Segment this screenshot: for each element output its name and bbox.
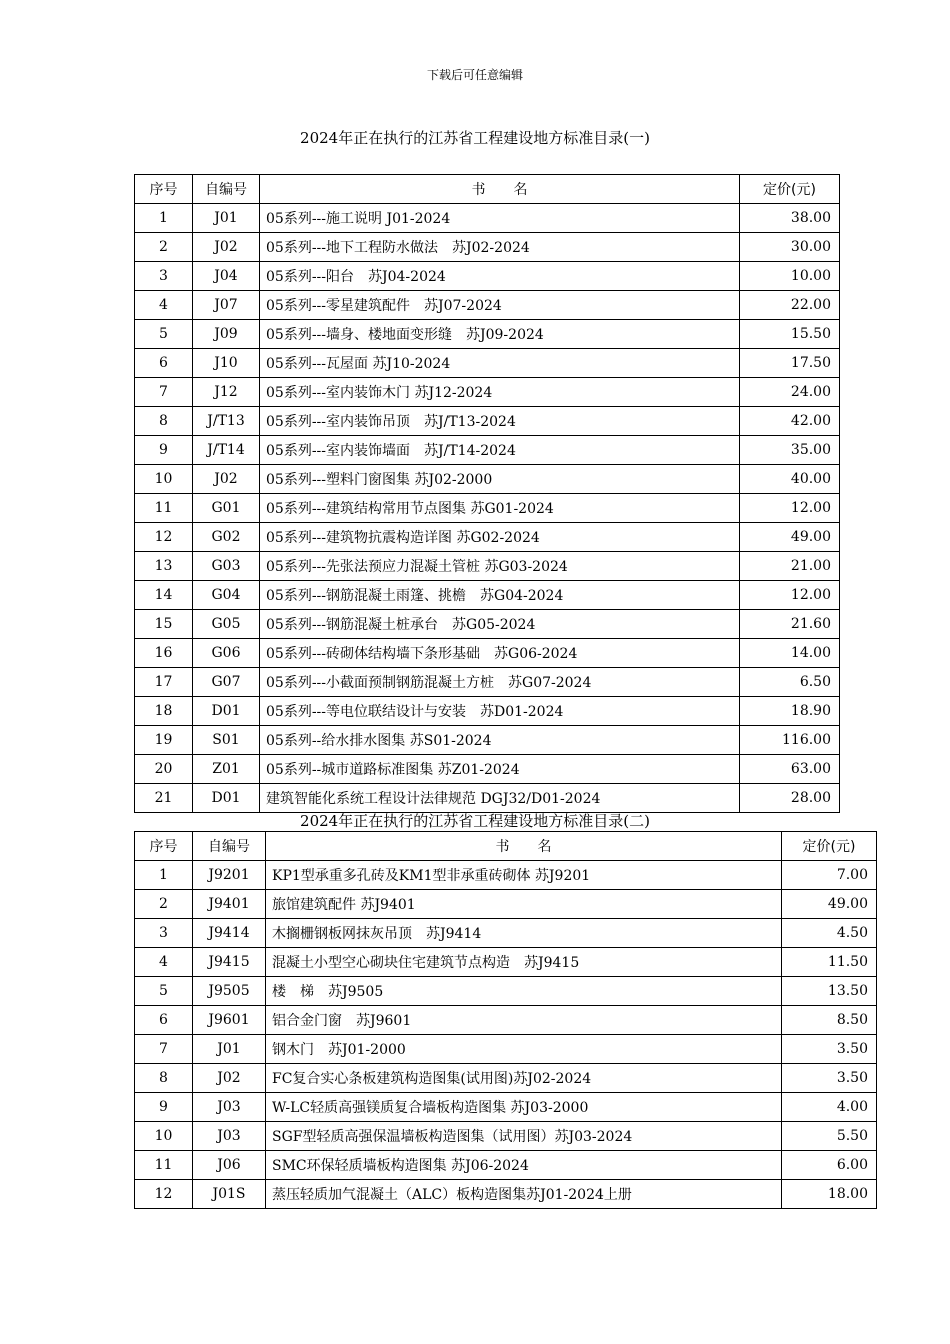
table-row xyxy=(135,581,840,610)
col-header-code: 自编号 xyxy=(193,175,260,204)
cell-title: 05系列--城市道路标准图集 苏Z01-2024 xyxy=(260,755,740,784)
cell-price: 13.50 xyxy=(782,977,877,1006)
cell-code: J01S xyxy=(193,1180,266,1209)
cell-index: 11 xyxy=(135,494,193,523)
table-row xyxy=(135,552,840,581)
cell-code: J03 xyxy=(193,1093,266,1122)
cell-title: SGF型轻质高强保温墙板构造图集（试用图）苏J03-2024 xyxy=(266,1122,782,1151)
cell-index: 12 xyxy=(135,523,193,552)
cell-index: 4 xyxy=(135,291,193,320)
cell-price: 3.50 xyxy=(782,1035,877,1064)
table-row xyxy=(135,1035,877,1064)
cell-index: 1 xyxy=(135,861,193,890)
table-row xyxy=(135,349,840,378)
cell-title: 05系列---钢筋混凝土桩承台 苏G05-2024 xyxy=(260,610,740,639)
cell-title: KP1型承重多孔砖及KM1型非承重砖砌体 苏J9201 xyxy=(266,861,782,890)
table-row xyxy=(135,233,840,262)
table-row xyxy=(135,291,840,320)
cell-index: 7 xyxy=(135,1035,193,1064)
cell-index: 18 xyxy=(135,697,193,726)
cell-code: J9201 xyxy=(193,861,266,890)
cell-index: 12 xyxy=(135,1180,193,1209)
cell-price: 24.00 xyxy=(740,378,840,407)
cell-index: 2 xyxy=(135,233,193,262)
cell-price: 35.00 xyxy=(740,436,840,465)
cell-index: 10 xyxy=(135,1122,193,1151)
cell-price: 5.50 xyxy=(782,1122,877,1151)
header-note: 下载后可任意编辑 xyxy=(426,68,523,82)
cell-index: 9 xyxy=(135,436,193,465)
cell-code: J9401 xyxy=(193,890,266,919)
table-row xyxy=(135,407,840,436)
cell-price: 4.50 xyxy=(782,919,877,948)
col-header-index: 序号 xyxy=(135,175,193,204)
cell-title: 钢木门 苏J01-2000 xyxy=(266,1035,782,1064)
cell-index: 9 xyxy=(135,1093,193,1122)
table-row xyxy=(135,919,877,948)
cell-price: 6.00 xyxy=(782,1151,877,1180)
cell-index: 6 xyxy=(135,349,193,378)
cell-code: J03 xyxy=(193,1122,266,1151)
table-header-row xyxy=(135,175,840,204)
cell-price: 4.00 xyxy=(782,1093,877,1122)
table-row xyxy=(135,1180,877,1209)
table-row xyxy=(135,523,840,552)
cell-title: 05系列---砖砌体结构墙下条形基础 苏G06-2024 xyxy=(260,639,740,668)
cell-code: J06 xyxy=(193,1151,266,1180)
table-row xyxy=(135,436,840,465)
cell-price: 8.50 xyxy=(782,1006,877,1035)
cell-index: 5 xyxy=(135,320,193,349)
cell-price: 38.00 xyxy=(740,204,840,233)
cell-code: J02 xyxy=(193,1064,266,1093)
section-1-title: 2024年正在执行的江苏省工程建设地方标准目录(一) xyxy=(300,129,650,147)
cell-index: 2 xyxy=(135,890,193,919)
cell-price: 18.00 xyxy=(782,1180,877,1209)
cell-code: D01 xyxy=(193,784,260,813)
cell-title: 05系列---室内装饰墙面 苏J/T14-2024 xyxy=(260,436,740,465)
cell-code: G05 xyxy=(193,610,260,639)
standards-table-1 xyxy=(134,174,840,813)
cell-code: J02 xyxy=(193,465,260,494)
table-row xyxy=(135,320,840,349)
cell-code: G07 xyxy=(193,668,260,697)
cell-price: 22.00 xyxy=(740,291,840,320)
cell-code: J9601 xyxy=(193,1006,266,1035)
col-header-price: 定价(元) xyxy=(740,175,840,204)
standards-table-2 xyxy=(134,831,877,1209)
cell-title: 05系列---阳台 苏J04-2024 xyxy=(260,262,740,291)
cell-title: 木搁栅钢板网抹灰吊顶 苏J9414 xyxy=(266,919,782,948)
table-row xyxy=(135,494,840,523)
table-row xyxy=(135,204,840,233)
table-row xyxy=(135,948,877,977)
cell-title: 05系列---建筑结构常用节点图集 苏G01-2024 xyxy=(260,494,740,523)
cell-title: 05系列---施工说明 J01-2024 xyxy=(260,204,740,233)
cell-index: 8 xyxy=(135,407,193,436)
cell-code: J02 xyxy=(193,233,260,262)
table-row xyxy=(135,610,840,639)
cell-price: 11.50 xyxy=(782,948,877,977)
cell-code: J9415 xyxy=(193,948,266,977)
cell-code: J9414 xyxy=(193,919,266,948)
cell-price: 15.50 xyxy=(740,320,840,349)
col-header-title: 书 名 xyxy=(260,175,740,204)
table-row xyxy=(135,1006,877,1035)
col-header-code: 自编号 xyxy=(193,832,266,861)
col-header-index: 序号 xyxy=(135,832,193,861)
table-row xyxy=(135,861,877,890)
cell-price: 6.50 xyxy=(740,668,840,697)
cell-index: 4 xyxy=(135,948,193,977)
cell-code: J01 xyxy=(193,204,260,233)
cell-index: 3 xyxy=(135,919,193,948)
table-row xyxy=(135,726,840,755)
cell-code: J09 xyxy=(193,320,260,349)
cell-price: 17.50 xyxy=(740,349,840,378)
cell-title: 05系列---等电位联结设计与安装 苏D01-2024 xyxy=(260,697,740,726)
cell-code: J/T14 xyxy=(193,436,260,465)
cell-price: 7.00 xyxy=(782,861,877,890)
cell-index: 11 xyxy=(135,1151,193,1180)
cell-index: 6 xyxy=(135,1006,193,1035)
cell-price: 49.00 xyxy=(782,890,877,919)
cell-index: 8 xyxy=(135,1064,193,1093)
cell-code: G04 xyxy=(193,581,260,610)
cell-code: D01 xyxy=(193,697,260,726)
table-row xyxy=(135,977,877,1006)
cell-title: SMC环保轻质墙板构造图集 苏J06-2024 xyxy=(266,1151,782,1180)
cell-index: 16 xyxy=(135,639,193,668)
table-body-2 xyxy=(135,861,877,1209)
cell-title: 05系列---瓦屋面 苏J10-2024 xyxy=(260,349,740,378)
table-row xyxy=(135,465,840,494)
cell-code: G06 xyxy=(193,639,260,668)
cell-title: 05系列---先张法预应力混凝土管桩 苏G03-2024 xyxy=(260,552,740,581)
cell-code: G02 xyxy=(193,523,260,552)
cell-title: 楼 梯 苏J9505 xyxy=(266,977,782,1006)
cell-code: J04 xyxy=(193,262,260,291)
cell-price: 3.50 xyxy=(782,1064,877,1093)
cell-price: 14.00 xyxy=(740,639,840,668)
table-row xyxy=(135,784,840,813)
cell-price: 21.00 xyxy=(740,552,840,581)
table-row xyxy=(135,1093,877,1122)
cell-price: 18.90 xyxy=(740,697,840,726)
cell-code: J12 xyxy=(193,378,260,407)
cell-code: Z01 xyxy=(193,755,260,784)
cell-title: 05系列---零星建筑配件 苏J07-2024 xyxy=(260,291,740,320)
cell-code: J01 xyxy=(193,1035,266,1064)
cell-title: 建筑智能化系统工程设计法律规范 DGJ32/D01-2024 xyxy=(260,784,740,813)
cell-title: 旅馆建筑配件 苏J9401 xyxy=(266,890,782,919)
cell-index: 20 xyxy=(135,755,193,784)
cell-index: 3 xyxy=(135,262,193,291)
cell-title: FC复合实心条板建筑构造图集(试用图)苏J02-2024 xyxy=(266,1064,782,1093)
col-header-price: 定价(元) xyxy=(782,832,877,861)
cell-title: 蒸压轻质加气混凝土（ALC）板构造图集苏J01-2024上册 xyxy=(266,1180,782,1209)
section-2-title: 2024年正在执行的江苏省工程建设地方标准目录(二) xyxy=(300,812,650,830)
table-row xyxy=(135,639,840,668)
cell-code: J/T13 xyxy=(193,407,260,436)
cell-code: J9505 xyxy=(193,977,266,1006)
cell-code: J10 xyxy=(193,349,260,378)
cell-index: 14 xyxy=(135,581,193,610)
cell-title: 05系列---建筑物抗震构造详图 苏G02-2024 xyxy=(260,523,740,552)
cell-index: 7 xyxy=(135,378,193,407)
table-row xyxy=(135,755,840,784)
cell-index: 21 xyxy=(135,784,193,813)
table-row xyxy=(135,378,840,407)
cell-title: 混凝土小型空心砌块住宅建筑节点构造 苏J9415 xyxy=(266,948,782,977)
cell-price: 21.60 xyxy=(740,610,840,639)
table-row xyxy=(135,1122,877,1151)
cell-title: 05系列---塑料门窗图集 苏J02-2000 xyxy=(260,465,740,494)
cell-code: G01 xyxy=(193,494,260,523)
cell-index: 13 xyxy=(135,552,193,581)
cell-index: 1 xyxy=(135,204,193,233)
cell-title: 05系列--给水排水图集 苏S01-2024 xyxy=(260,726,740,755)
cell-price: 116.00 xyxy=(740,726,840,755)
table-row xyxy=(135,890,877,919)
col-header-title: 书 名 xyxy=(266,832,782,861)
cell-price: 42.00 xyxy=(740,407,840,436)
cell-title: 05系列---地下工程防水做法 苏J02-2024 xyxy=(260,233,740,262)
cell-price: 63.00 xyxy=(740,755,840,784)
cell-code: S01 xyxy=(193,726,260,755)
cell-price: 12.00 xyxy=(740,581,840,610)
table-row xyxy=(135,697,840,726)
cell-index: 15 xyxy=(135,610,193,639)
cell-index: 5 xyxy=(135,977,193,1006)
cell-title: 05系列---室内装饰吊顶 苏J/T13-2024 xyxy=(260,407,740,436)
cell-title: W-LC轻质高强镁质复合墙板构造图集 苏J03-2000 xyxy=(266,1093,782,1122)
cell-title: 05系列---室内装饰木门 苏J12-2024 xyxy=(260,378,740,407)
cell-title: 05系列---墙身、楼地面变形缝 苏J09-2024 xyxy=(260,320,740,349)
table-header-row xyxy=(135,832,877,861)
cell-index: 19 xyxy=(135,726,193,755)
cell-index: 17 xyxy=(135,668,193,697)
table-row xyxy=(135,262,840,291)
cell-price: 10.00 xyxy=(740,262,840,291)
cell-price: 49.00 xyxy=(740,523,840,552)
table-body-1 xyxy=(135,204,840,813)
cell-index: 10 xyxy=(135,465,193,494)
cell-title: 05系列---钢筋混凝土雨篷、挑檐 苏G04-2024 xyxy=(260,581,740,610)
cell-code: G03 xyxy=(193,552,260,581)
table-row xyxy=(135,1064,877,1093)
cell-title: 铝合金门窗 苏J9601 xyxy=(266,1006,782,1035)
cell-price: 28.00 xyxy=(740,784,840,813)
table-row xyxy=(135,1151,877,1180)
cell-price: 12.00 xyxy=(740,494,840,523)
cell-title: 05系列---小截面预制钢筋混凝土方桩 苏G07-2024 xyxy=(260,668,740,697)
cell-price: 40.00 xyxy=(740,465,840,494)
cell-code: J07 xyxy=(193,291,260,320)
table-row xyxy=(135,668,840,697)
cell-price: 30.00 xyxy=(740,233,840,262)
